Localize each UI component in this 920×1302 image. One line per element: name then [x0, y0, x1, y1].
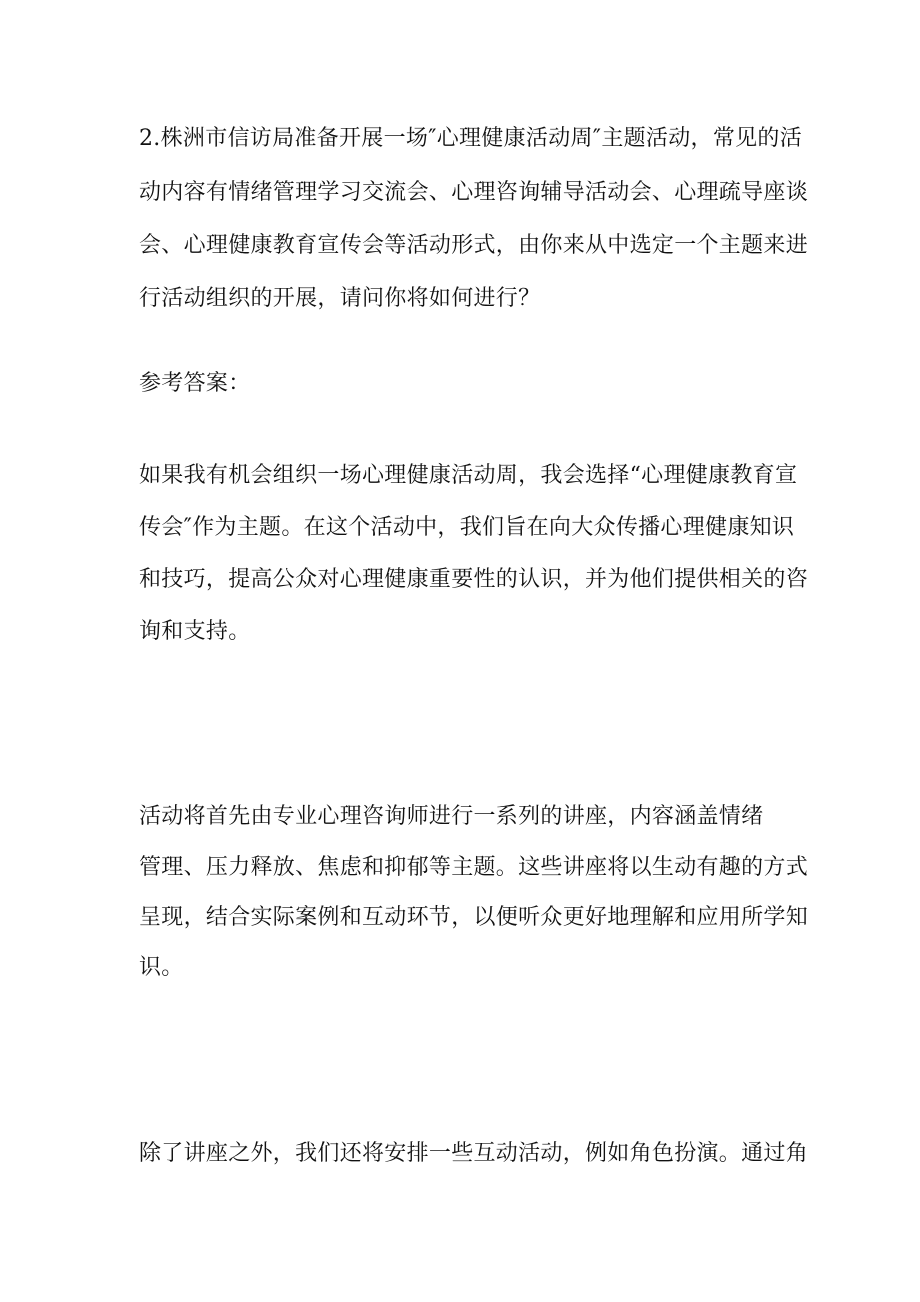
paragraph-line: 询和支持。	[139, 619, 251, 644]
paragraph-line: 如果我有机会组织一场心理健康活动周，我会选择“心理健康教育宣	[139, 463, 798, 488]
paragraph-line: 呈现，结合实际案例和互动环节，以便听众更好地理解和应用所学知	[139, 905, 809, 930]
paragraph-line: 管理、压力释放、焦虑和抑郁等主题。这些讲座将以生动有趣的方式	[139, 855, 809, 880]
question-line: 动内容有情绪管理学习交流会、心理咨询辅导活动会、心理疏导座谈	[139, 180, 809, 205]
paragraph-line: 除了讲座之外，我们还将安排一些互动活动，例如角色扮演。通过角	[139, 1141, 809, 1166]
question-line: 2.株洲市信访局准备开展一场″心理健康活动周″主题活动，常见的活	[139, 126, 803, 151]
paragraph-line: 传会″作为主题。在这个活动中，我们旨在向大众传播心理健康知识	[139, 515, 795, 540]
question-line: 会、心理健康教育宣传会等活动形式，由你来从中选定一个主题来进	[139, 233, 809, 258]
answer-label: 参考答案：	[139, 371, 251, 396]
question-line: 行活动组织的开展，请问你将如何进行？	[139, 286, 541, 311]
paragraph-line: 活动将首先由专业心理咨询师进行一系列的讲座，内容涵盖情绪	[139, 804, 764, 829]
paragraph-line: 识。	[139, 955, 184, 980]
paragraph-line: 和技巧，提高公众对心理健康重要性的认识，并为他们提供相关的咨	[139, 567, 809, 592]
